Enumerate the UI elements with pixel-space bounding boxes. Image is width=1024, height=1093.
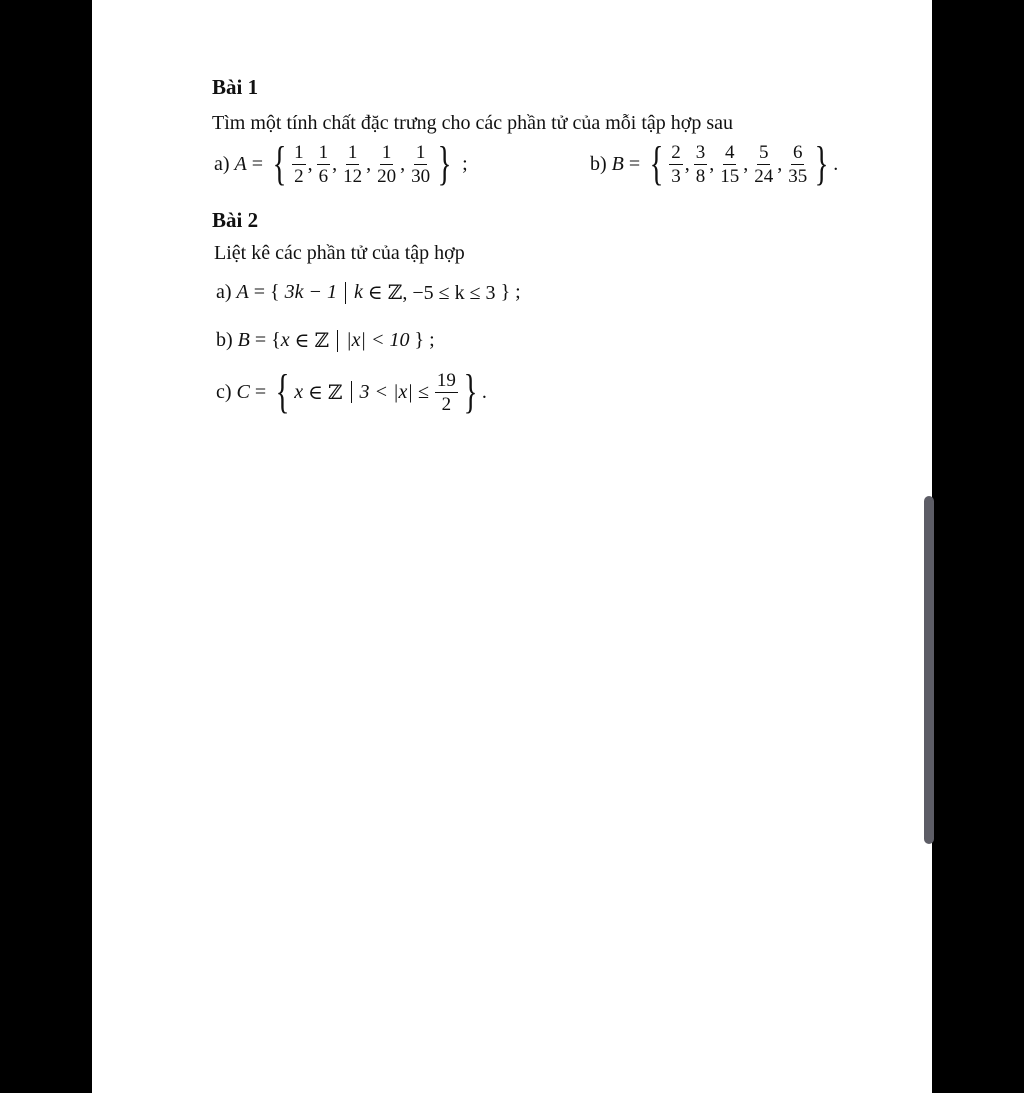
comma: ,: [684, 152, 690, 175]
comma: ,: [743, 152, 749, 175]
numerator: 19: [436, 369, 456, 391]
item-label: a): [216, 281, 232, 303]
denominator: 24: [754, 165, 774, 187]
right-brace: }: [437, 137, 452, 190]
bai1-item-a: a) A = { $\frac{1}{2}$ , $\frac{1}{6}$ , $\frac{1}{12}$ , $\frac{1}{20}$ , $\frac{1}{30}$ } ;: [214, 137, 468, 190]
denominator: 6: [318, 165, 329, 187]
set-expression: 3k − 1: [284, 281, 338, 303]
denominator: 30: [411, 165, 431, 187]
numerator: 4: [724, 141, 735, 163]
comma: ,: [332, 152, 338, 175]
denominator: 20: [377, 165, 397, 187]
numerator: 1: [294, 141, 304, 163]
member-variable: x: [294, 380, 304, 403]
comma: ,: [709, 152, 715, 175]
numerator: 6: [792, 141, 803, 163]
denominator: 2: [294, 165, 304, 187]
set-name: A: [236, 281, 249, 303]
left-brace: {: [649, 137, 664, 190]
fraction: [375, 143, 398, 186]
numerator: 1: [347, 141, 358, 163]
numerator: 5: [758, 141, 769, 163]
comma: ,: [400, 152, 406, 175]
document-page: [92, 0, 932, 1093]
item-label: c): [216, 380, 232, 403]
set-name: B: [237, 329, 250, 351]
bai1-item-b: b) B = { $\frac{2}{3}$ , $\frac{3}{8}$ , $\frac{4}{15}$ , $\frac{5}{24}$ , $\frac{6}{35}$ } .: [590, 137, 839, 190]
fraction: [341, 143, 364, 186]
comma: ,: [366, 152, 372, 175]
such-that-bar: [337, 330, 338, 352]
denominator: 12: [343, 165, 363, 187]
denominator: 3: [671, 165, 681, 187]
item-label: b): [590, 152, 607, 175]
scrollbar[interactable]: [924, 496, 934, 844]
set-name: C: [236, 380, 250, 403]
fraction: [752, 143, 775, 186]
denominator: 8: [695, 165, 706, 187]
denominator: 35: [788, 165, 808, 187]
bai2-title: Bài 2: [212, 208, 259, 232]
numerator: 1: [318, 141, 329, 163]
set-name: A: [234, 152, 247, 175]
right-brace: }: [814, 137, 829, 190]
numerator: 2: [671, 141, 681, 163]
fraction: [694, 143, 708, 186]
fraction: [786, 143, 809, 186]
fraction: [718, 143, 741, 186]
member-variable: x: [280, 329, 290, 351]
numerator: 1: [381, 141, 392, 163]
fraction: [435, 371, 458, 414]
such-that-bar: [351, 381, 352, 403]
comma: ,: [307, 152, 313, 175]
item-label: b): [216, 329, 233, 351]
left-brace: {: [275, 365, 290, 418]
bai2-item-b: b) B = { x ∈ ℤ |x| < 10 } ;: [216, 329, 435, 352]
right-brace: }: [463, 365, 478, 418]
bai2-item-c: c) C = { x ∈ ℤ 3 < |x| ≤ $\frac{19}{2}$ } .: [216, 365, 487, 418]
condition-variable: k: [354, 281, 363, 303]
denominator: 15: [720, 165, 740, 187]
set-name: B: [611, 152, 624, 175]
fraction: [669, 143, 683, 186]
bai1-title: Bài 1: [212, 75, 259, 99]
terminator: ;: [429, 329, 435, 351]
membership: ∈ ℤ: [294, 330, 330, 352]
condition: |x| < 10: [346, 329, 410, 351]
item-label: a): [214, 152, 230, 175]
terminator: .: [833, 152, 839, 175]
fraction-list: [668, 143, 810, 186]
membership: ∈ ℤ: [308, 381, 343, 404]
bai2-prompt: Liệt kê các phần tử của tập hợp: [214, 242, 465, 264]
condition: ∈ ℤ, −5 ≤ k ≤ 3: [367, 282, 496, 304]
such-that-bar: [345, 282, 346, 304]
terminator: ;: [515, 281, 521, 303]
fraction: [292, 143, 306, 186]
fraction: [317, 143, 331, 186]
numerator: 1: [415, 141, 426, 163]
numerator: 3: [695, 141, 706, 163]
fraction-list: [291, 143, 433, 186]
left-brace: {: [272, 137, 287, 190]
bai1-prompt: Tìm một tính chất đặc trưng cho các phần tử của mỗi tập hợp sau: [212, 112, 733, 134]
terminator: ;: [462, 152, 468, 175]
bai2-item-a: a) A = { 3k − 1 k ∈ ℤ, −5 ≤ k ≤ 3 } ;: [216, 281, 521, 304]
denominator: 2: [441, 393, 452, 415]
condition-left: 3 < |x| ≤: [359, 380, 429, 403]
terminator: .: [481, 380, 487, 403]
fraction: [409, 143, 432, 186]
comma: ,: [777, 152, 783, 175]
